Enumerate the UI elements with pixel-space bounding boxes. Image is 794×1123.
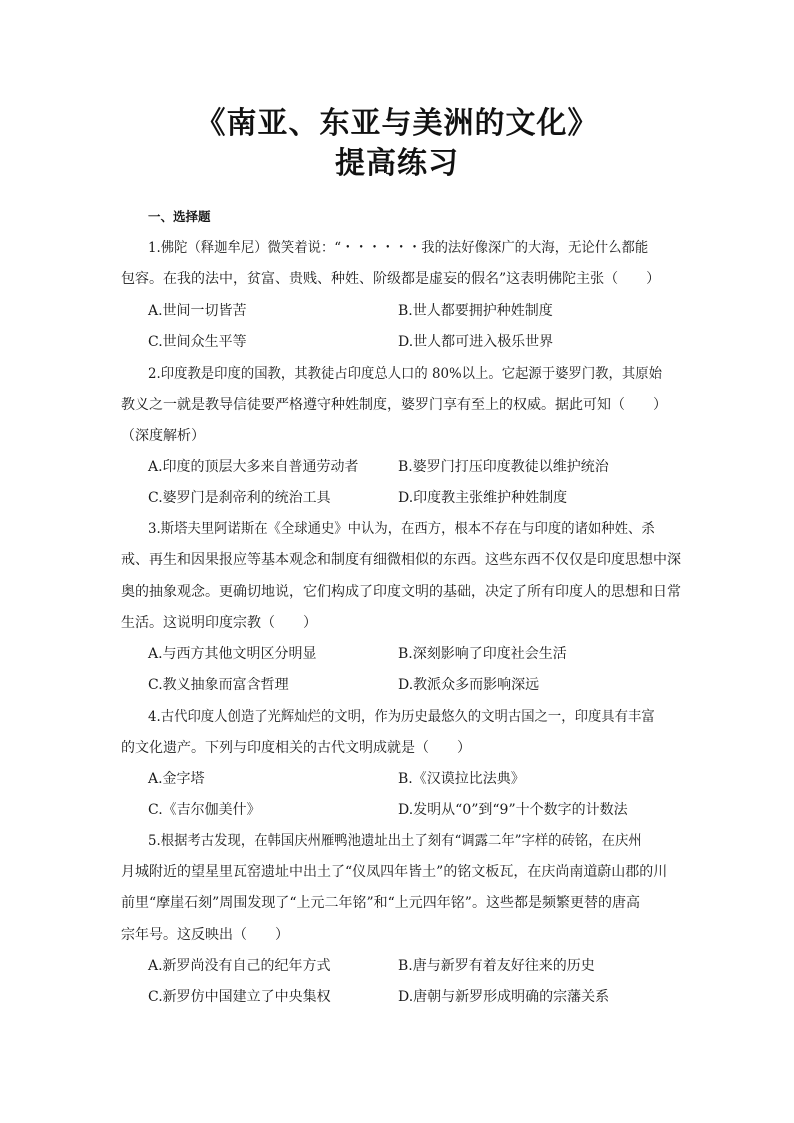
question-5-option-a: A.新罗尚没有自己的纪年方式: [148, 958, 331, 974]
question-3-line-4: 生活。这说明印度宗教（ ）: [121, 615, 317, 631]
question-2-option-b: B.婆罗门打压印度教徒以维护统治: [398, 459, 609, 475]
question-4-line-1: 4.古代印度人创造了光辉灿烂的文明，作为历史最悠久的文明古国之一，印度具有丰富: [148, 709, 655, 725]
question-2-line-1: 2.印度教是印度的国教，其教徒占印度总人口的 80%以上。它起源于婆罗门教，其原始: [148, 366, 662, 382]
question-2-option-d: D.印度教主张维护种姓制度: [398, 490, 568, 506]
question-5-line-1: 5.根据考古发现，在韩国庆州雁鸭池遗址出土了刻有“调露二年”字样的砖铭，在庆州: [148, 833, 642, 849]
question-1-option-c: C.世间众生平等: [148, 334, 247, 350]
question-1-option-d: D.世人都可进入极乐世界: [398, 334, 554, 350]
question-2-option-c: C.婆罗门是刹帝利的统治工具: [148, 490, 331, 506]
question-4-option-b: B.《汉谟拉比法典》: [398, 771, 525, 787]
document-subtitle: 提高练习: [335, 146, 459, 181]
question-3-line-3: 奥的抽象观念。更确切地说，它们构成了印度文明的基础，决定了所有印度人的思想和日常: [121, 584, 681, 600]
question-4-option-d: D.发明从“0”到“9”十个数字的计数法: [398, 802, 628, 818]
document-title: 《南亚、东亚与美洲的文化》: [195, 106, 599, 141]
question-5-option-b: B.唐与新罗有着友好往来的历史: [398, 958, 595, 974]
question-3-line-1: 3.斯塔夫里阿诺斯在《全球通史》中认为，在西方，根本不存在与印度的诸如种姓、杀: [148, 521, 655, 537]
question-1-line-1: 1.佛陀（释迦牟尼）微笑着说：“・・・・・・我的法好像深广的大海，无论什么都能: [148, 240, 649, 256]
question-2-option-a: A.印度的顶层大多来自普通劳动者: [148, 459, 359, 475]
question-5-line-3: 前里“摩崖石刻”周围发现了“上元二年铭”和“上元四年铭”。这些都是频繁更替的唐高: [121, 895, 640, 911]
question-4-line-2: 的文化遗产。下列与印度相关的古代文明成就是（ ）: [121, 740, 471, 756]
question-1-option-a: A.世间一切皆苦: [148, 303, 247, 319]
question-2-line-2: 教义之一就是教导信徒要严格遵守种姓制度，婆罗门享有至上的权威。据此可知（ ）: [121, 397, 667, 413]
question-5-option-d: D.唐朝与新罗形成明确的宗藩关系: [398, 989, 610, 1005]
question-4-option-a: A.金字塔: [148, 771, 205, 787]
question-3-option-b: B.深刻影响了印度社会生活: [398, 646, 567, 662]
section-heading: 一、选择题: [148, 209, 211, 224]
question-3-option-d: D.教派众多而影响深远: [398, 677, 540, 693]
question-5-line-4: 宗年号。这反映出（ ）: [121, 927, 289, 943]
question-4-option-c: C.《吉尔伽美什》: [148, 802, 261, 818]
question-5-line-2: 月城附近的望星里瓦窑遗址中出土了“仪凤四年皆土”的铭文板瓦，在庆尚南道蔚山郡的川: [121, 864, 668, 880]
question-3-line-2: 戒、再生和因果报应等基本观念和制度有细微相似的东西。这些东西不仅仅是印度思想中深: [121, 552, 681, 568]
question-5-option-c: C.新罗仿中国建立了中央集权: [148, 989, 331, 1005]
question-1-line-2: 包容。在我的法中，贫富、贵贱、种姓、阶级都是虚妄的假名”这表明佛陀主张（ ）: [121, 271, 661, 287]
question-3-option-c: C.教义抽象而富含哲理: [148, 677, 289, 693]
question-1-option-b: B.世人都要拥护种姓制度: [398, 303, 553, 319]
question-2-line-3: （深度解析）: [121, 428, 205, 444]
question-3-option-a: A.与西方其他文明区分明显: [148, 646, 317, 662]
